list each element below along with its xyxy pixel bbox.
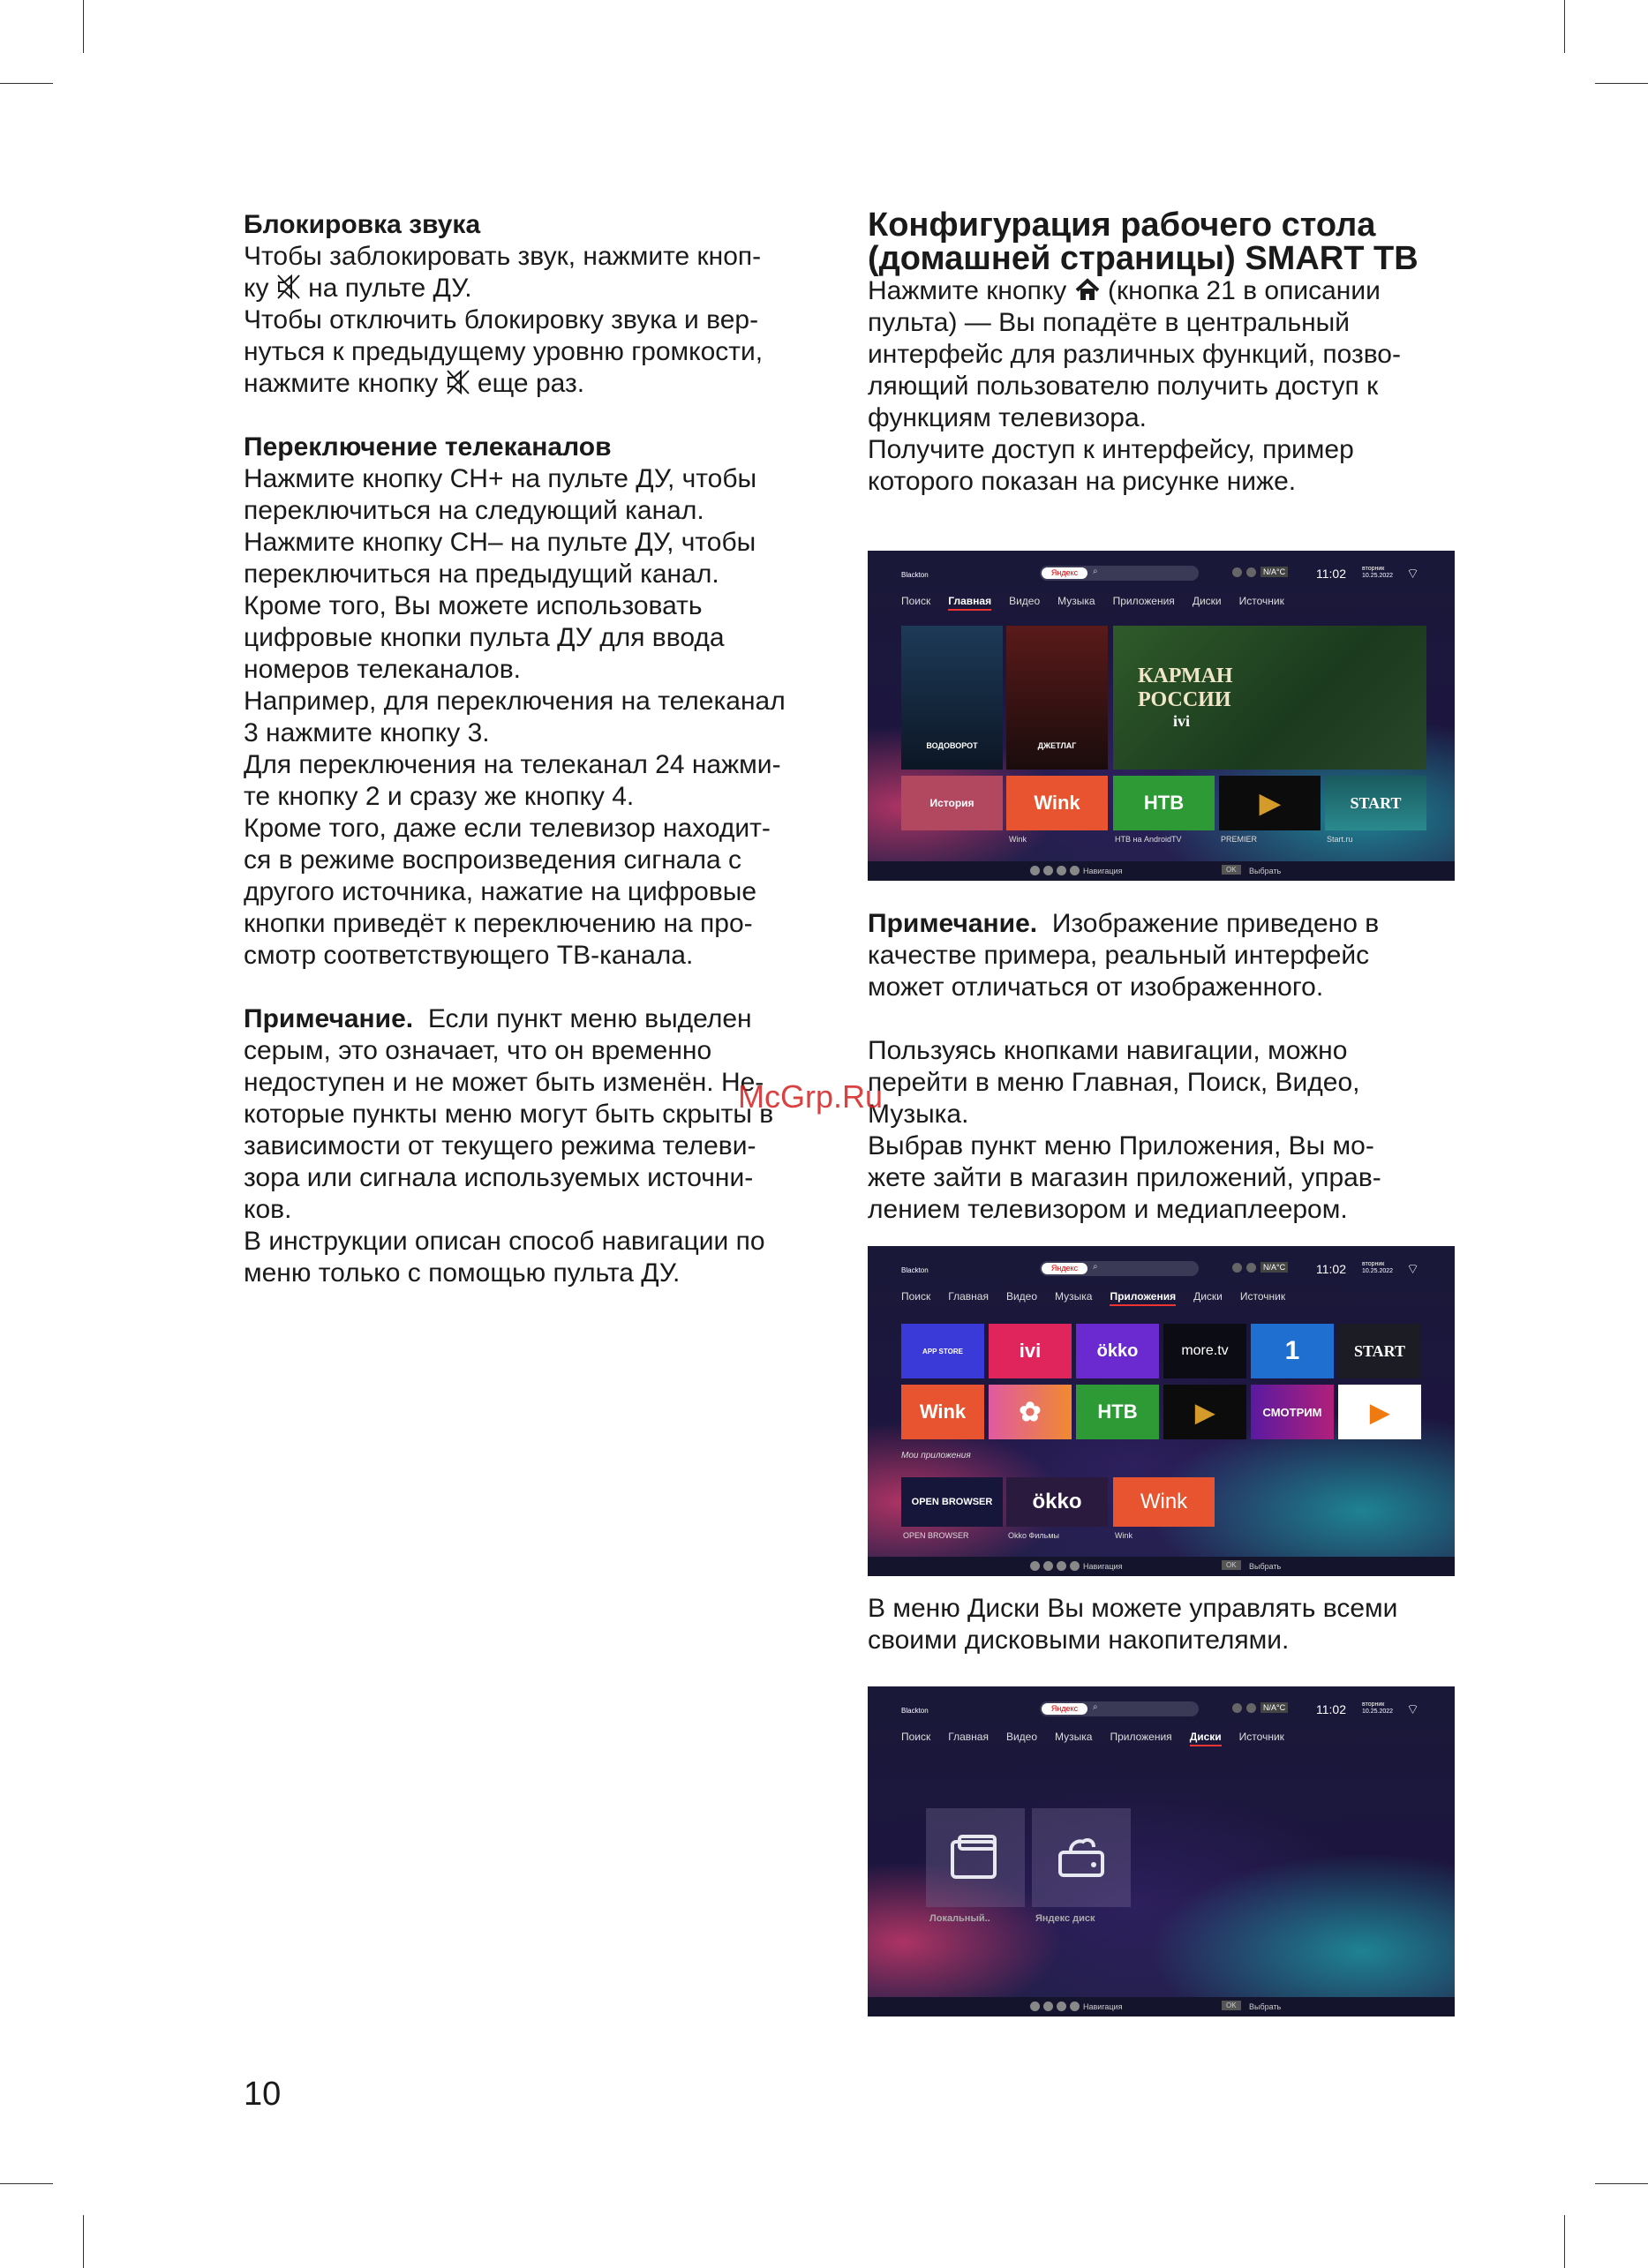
text-line: качестве примера, реальный интерфейс xyxy=(868,941,1370,970)
weather-readout: N/A°C xyxy=(1260,567,1288,577)
channel-heading: Переключение телеканалов xyxy=(244,432,612,462)
ok-badge: OK xyxy=(1222,865,1241,875)
wifi-icon: ⌔ xyxy=(1406,1702,1420,1717)
app-tile[interactable] xyxy=(1006,776,1108,830)
tv-date xyxy=(1362,1261,1393,1275)
text-line xyxy=(868,275,1468,307)
nav-hint xyxy=(1030,2001,1122,2011)
text-line: недоступен и не может быть изменён. Не- xyxy=(244,1068,764,1097)
tv-tab-source[interactable]: Источник xyxy=(1239,1290,1286,1303)
text-fragment: Изображение приведено в xyxy=(1051,909,1380,938)
app-label: СМОТРИМ xyxy=(1262,1405,1322,1419)
tv-brand: Blackton xyxy=(901,1266,929,1274)
text-line: ляющий пользователю получить доступ к xyxy=(868,372,1379,401)
tv-tab-music[interactable]: Музыка xyxy=(1057,595,1095,607)
ok-badge: OK xyxy=(1222,1560,1241,1570)
text-line: Кроме того, Вы можете использовать xyxy=(244,591,703,620)
text-line: Пользуясь кнопками навигации, можно xyxy=(868,1036,1348,1065)
play-icon: ▶ xyxy=(1259,788,1281,818)
tv-date-value: 10.25.2022 xyxy=(1362,573,1394,579)
disk-tile-local[interactable] xyxy=(926,1808,1025,1907)
app-label: APP STORE xyxy=(922,1347,963,1356)
search-icon: ⌕ xyxy=(1093,567,1098,576)
yandex-label: Яндекс xyxy=(1042,1703,1087,1715)
tv-tab-search[interactable]: Поиск xyxy=(901,1731,931,1743)
tv-day: вторник xyxy=(1362,566,1385,572)
cloud-drive-icon xyxy=(1053,1833,1110,1882)
app-label: START xyxy=(1353,1341,1406,1360)
text-fragment: Если пункт меню выделен xyxy=(427,1004,752,1033)
text-fragment: еще раз. xyxy=(477,369,585,398)
page-number: 10 xyxy=(244,2076,282,2113)
home-status-icon xyxy=(1232,1263,1242,1273)
note-label: Примечание. xyxy=(868,909,1038,938)
text-line: Нажмите кнопку CH– на пульте ДУ, чтобы xyxy=(244,528,756,557)
my-apps-label: Мои приложения xyxy=(901,1451,971,1461)
tv-day: вторник xyxy=(1362,1261,1385,1267)
disk-label: Локальный.. xyxy=(929,1913,990,1924)
text-line: Чтобы отключить блокировку звука и вер- xyxy=(244,305,759,334)
tv-tab-search[interactable]: Поиск xyxy=(901,595,931,607)
disk-label: Яндекс диск xyxy=(1035,1913,1095,1924)
tv-screenshot-disks xyxy=(868,1686,1455,2016)
text-line: переключиться на следующий канал. xyxy=(244,496,704,525)
tv-tab-home[interactable]: Главная xyxy=(948,595,991,611)
yandex-label: Яндекс xyxy=(1042,1263,1087,1274)
app-label: НТВ xyxy=(1097,1401,1138,1423)
tv-menu xyxy=(901,1731,1302,1746)
play-icon: ▶ xyxy=(1195,1398,1215,1426)
weather-readout: N/A°C xyxy=(1260,1702,1288,1713)
app-label: ökko xyxy=(1096,1341,1139,1361)
text-line: перейти в меню Главная, Поиск, Видео, xyxy=(868,1068,1360,1097)
search-icon: ⌕ xyxy=(1093,1702,1098,1712)
tv-date-value: 10.25.2022 xyxy=(1362,1268,1394,1274)
note-line xyxy=(868,908,1468,940)
app-tile[interactable] xyxy=(989,1385,1072,1439)
tv-brand: Blackton xyxy=(901,1707,929,1715)
text-fragment: ку xyxy=(244,274,269,303)
tv-status-icons xyxy=(1232,1262,1288,1273)
tv-bottom-bar xyxy=(868,1557,1455,1576)
channel-paragraph xyxy=(244,463,835,972)
text-line: переключиться на предыдущий канал. xyxy=(244,559,719,589)
select-label: Выбрать xyxy=(1249,1562,1282,1571)
right-disk-text xyxy=(868,1593,1468,1656)
tv-status-icons xyxy=(1232,567,1288,577)
text-line: смотр соответствующего ТВ-канала. xyxy=(244,941,694,970)
text-line: Нажмите кнопку CH+ на пульте ДУ, чтобы xyxy=(244,464,757,493)
wifi-icon: ⌔ xyxy=(1406,567,1420,582)
tv-tab-apps[interactable]: Приложения xyxy=(1110,1731,1172,1743)
arrow-right-icon xyxy=(1070,866,1080,875)
text-line: своими дисковыми накопителями. xyxy=(868,1626,1290,1655)
tv-tab-apps[interactable]: Приложения xyxy=(1110,1290,1176,1306)
app-tile[interactable] xyxy=(901,1324,984,1378)
text-line: которого показан на рисунке ниже. xyxy=(868,467,1297,496)
app-caption: Wink xyxy=(1009,835,1027,844)
tv-bottom-bar xyxy=(868,1997,1455,2016)
select-label: Выбрать xyxy=(1249,867,1282,875)
text-line: цифровые кнопки пульта ДУ для ввода xyxy=(244,623,725,652)
tv-tab-music[interactable]: Музыка xyxy=(1055,1290,1093,1303)
app-tile[interactable] xyxy=(1113,776,1215,830)
banner-tile[interactable] xyxy=(1113,626,1426,770)
mute-heading: Блокировка звука xyxy=(244,210,481,239)
arrow-up-icon xyxy=(1030,866,1040,875)
app-label: ivi xyxy=(1019,1340,1042,1362)
nav-hint xyxy=(1030,866,1122,875)
poster-tile[interactable] xyxy=(1006,626,1108,770)
arrow-left-icon xyxy=(1057,866,1066,875)
text-line: может отличаться от изображенного. xyxy=(868,973,1324,1002)
app-tile[interactable] xyxy=(1325,776,1426,830)
my-app-tile[interactable] xyxy=(901,1477,1003,1527)
text-line: ся в режиме воспроизведения сигнала с xyxy=(244,845,741,875)
tv-search-bar[interactable] xyxy=(1040,1701,1199,1716)
app-tile[interactable] xyxy=(1251,1324,1334,1378)
app-caption: PREMIER xyxy=(1221,835,1258,844)
tv-date xyxy=(1362,1701,1393,1716)
app-tile[interactable] xyxy=(1338,1385,1421,1439)
text-line: Получите доступ к интерфейсу, пример xyxy=(868,435,1354,464)
app-label: Wink xyxy=(1034,792,1080,814)
tv-tab-disks[interactable]: Диски xyxy=(1190,1731,1222,1746)
mute-icon xyxy=(276,274,301,300)
tv-screenshot-home xyxy=(868,551,1455,881)
text-line: функциям телевизора. xyxy=(868,403,1147,432)
app-tile[interactable] xyxy=(1076,1385,1159,1439)
select-label: Выбрать xyxy=(1249,2002,1282,2011)
tv-tab-video[interactable]: Видео xyxy=(1005,1731,1038,1743)
my-app-tile[interactable] xyxy=(1113,1477,1215,1527)
app-tile[interactable] xyxy=(1251,1385,1334,1439)
app-tile[interactable] xyxy=(1076,1324,1159,1378)
tv-bottom-bar xyxy=(868,861,1455,881)
search-icon: ⌕ xyxy=(1093,1262,1098,1272)
tv-tab-search[interactable]: Поиск xyxy=(901,1290,931,1303)
left-column xyxy=(244,209,835,1289)
arrow-down-icon xyxy=(1043,866,1053,875)
text-line: пульта) — Вы попадёте в центральный xyxy=(868,308,1351,337)
app-caption: Wink xyxy=(1115,1531,1133,1540)
note-label: Примечание. xyxy=(244,1004,414,1033)
text-line: В инструкции описан способ навигации по xyxy=(244,1227,765,1256)
disk-tile-yandex[interactable] xyxy=(1032,1808,1131,1907)
tv-clock: 11:02 xyxy=(1316,1702,1346,1716)
text-line: серым, это означает, что он временно xyxy=(244,1036,712,1065)
app-label: more.tv xyxy=(1181,1343,1229,1358)
text-line: кнопки приведёт к переключению на про- xyxy=(244,909,753,938)
tv-top-bar xyxy=(868,1686,1455,1732)
poster-tile[interactable] xyxy=(901,626,1003,770)
play-icon: ▶ xyxy=(1370,1398,1389,1426)
crop-mark xyxy=(0,2183,53,2184)
text-line: Музыка. xyxy=(868,1100,969,1129)
tv-menu xyxy=(901,595,1302,611)
app-tile[interactable] xyxy=(1163,1324,1246,1378)
right-note-block xyxy=(868,908,1468,1226)
tv-tab-source[interactable]: Источник xyxy=(1238,595,1284,607)
folder-icon xyxy=(947,1833,1004,1882)
text-line: те кнопку 2 и сразу же кнопку 4. xyxy=(244,782,635,811)
tv-tab-video[interactable]: Видео xyxy=(1005,1290,1038,1303)
settings-status-icon xyxy=(1246,1263,1256,1273)
nav-label: Навигация xyxy=(1083,866,1123,875)
app-caption: Start.ru xyxy=(1327,835,1353,844)
my-app-tile[interactable] xyxy=(1006,1477,1108,1527)
title-line: Конфигурация рабочего стола xyxy=(868,207,1376,244)
crop-mark xyxy=(83,0,84,53)
tv-tab-music[interactable]: Музыка xyxy=(1055,1731,1093,1743)
home-icon xyxy=(1074,278,1101,303)
settings-status-icon xyxy=(1246,567,1256,577)
text-line: Чтобы заблокировать звук, нажмите кноп- xyxy=(244,242,762,271)
tv-status-icons xyxy=(1232,1702,1288,1713)
tv-brand: Blackton xyxy=(901,571,929,579)
arrow-right-icon xyxy=(1070,2001,1080,2011)
app-label: START xyxy=(1350,793,1402,812)
poster-title: ВОДОВОРОТ xyxy=(926,741,978,750)
home-status-icon xyxy=(1232,567,1242,577)
app-label: ökko xyxy=(1032,1490,1082,1513)
text-line: Например, для переключения на телеканал xyxy=(244,687,786,716)
section-title xyxy=(868,208,1468,275)
tv-tab-disks[interactable]: Диски xyxy=(1192,595,1222,607)
text-fragment: нажмите кнопку xyxy=(244,369,439,398)
yandex-label: Яндекс xyxy=(1042,567,1087,579)
text-line: ков. xyxy=(244,1195,292,1224)
app-tile[interactable] xyxy=(1219,776,1321,830)
app-caption: OPEN BROWSER xyxy=(903,1531,969,1540)
arrow-up-icon xyxy=(1030,1561,1040,1571)
tv-top-bar xyxy=(868,1246,1455,1292)
crop-mark xyxy=(1595,2183,1648,2184)
text-fragment: (кнопка 21 в описании xyxy=(1108,276,1381,305)
tv-tab-source[interactable]: Источник xyxy=(1238,1731,1284,1743)
right-title-block xyxy=(868,208,1468,498)
app-tile[interactable] xyxy=(989,1324,1072,1378)
text-line: которые пункты меню могут быть скрыты в xyxy=(244,1100,774,1129)
app-caption: Okko Фильмы xyxy=(1008,1531,1059,1540)
text-line: Кроме того, даже если телевизор находит- xyxy=(244,814,771,843)
tv-screenshot-apps xyxy=(868,1246,1455,1576)
text-line: номеров телеканалов. xyxy=(244,655,522,684)
tv-search-bar[interactable] xyxy=(1040,566,1199,581)
banner-title: РОССИИ xyxy=(1138,688,1231,711)
app-label: ✿ xyxy=(1019,1397,1042,1427)
title-line: (домашней страницы) SMART TB xyxy=(868,240,1418,277)
arrow-left-icon xyxy=(1057,2001,1066,2011)
text-line: зора или сигнала используемых источни- xyxy=(244,1163,754,1192)
crop-mark xyxy=(1595,83,1648,84)
app-label: 1 xyxy=(1284,1336,1300,1365)
tv-clock: 11:02 xyxy=(1316,1262,1346,1276)
mute-icon xyxy=(446,369,470,395)
text-line: зависимости от текущего режима телеви- xyxy=(244,1131,756,1160)
tv-tab-home[interactable]: Главная xyxy=(948,1731,989,1743)
app-tile[interactable] xyxy=(1338,1324,1421,1378)
text-line: В меню Диски Вы можете управлять всеми xyxy=(868,1594,1398,1623)
text-line xyxy=(244,273,835,304)
text-line: другого источника, нажатие на цифровые xyxy=(244,877,757,906)
app-tile[interactable] xyxy=(901,1385,984,1439)
text-line: 3 нажмите кнопку 3. xyxy=(244,718,490,747)
text-line xyxy=(244,368,835,400)
text-fragment: Нажмите кнопку xyxy=(868,276,1067,305)
wifi-icon: ⌔ xyxy=(1406,1262,1420,1277)
text-line: лением телевизором и медиаплеером. xyxy=(868,1195,1348,1224)
nav-label: Навигация xyxy=(1083,1561,1123,1571)
banner-title: КАРМАН xyxy=(1138,665,1233,687)
ok-badge: OK xyxy=(1222,2001,1241,2010)
tv-tab-video[interactable]: Видео xyxy=(1009,595,1041,607)
arrow-right-icon xyxy=(1070,1561,1080,1571)
crop-mark xyxy=(0,83,53,84)
ivi-logo: ivi xyxy=(1173,712,1191,730)
tv-tab-disks[interactable]: Диски xyxy=(1193,1290,1223,1303)
arrow-left-icon xyxy=(1057,1561,1066,1571)
nav-label: Навигация xyxy=(1083,2001,1123,2011)
crop-mark xyxy=(1564,0,1565,53)
tv-top-bar xyxy=(868,551,1455,597)
watermark: McGrp.Ru xyxy=(738,1078,884,1115)
app-label: OPEN BROWSER xyxy=(911,1497,993,1507)
text-line: меню только с помощью пульта ДУ. xyxy=(244,1258,681,1288)
text-fragment: на пульте ДУ. xyxy=(308,274,472,303)
arrow-down-icon xyxy=(1043,1561,1053,1571)
tv-search-bar[interactable] xyxy=(1040,1261,1199,1276)
app-tile[interactable] xyxy=(901,776,1003,830)
app-label: Wink xyxy=(1140,1490,1188,1513)
note-line xyxy=(244,1003,835,1035)
text-line: жете зайти в магазин приложений, управ- xyxy=(868,1163,1381,1192)
settings-status-icon xyxy=(1246,1703,1256,1713)
app-label: Wink xyxy=(919,1401,967,1423)
tv-tab-apps[interactable]: Приложения xyxy=(1112,595,1175,607)
app-label: НТВ xyxy=(1143,792,1185,814)
text-line: Выбрав пункт меню Приложения, Вы мо- xyxy=(868,1131,1374,1160)
arrow-up-icon xyxy=(1030,2001,1040,2011)
tv-clock: 11:02 xyxy=(1316,567,1346,581)
app-tile[interactable] xyxy=(1163,1385,1246,1439)
arrow-down-icon xyxy=(1043,2001,1053,2011)
text-line: интерфейс для различных функций, позво- xyxy=(868,340,1401,369)
text-line: Для переключения на телеканал 24 нажми- xyxy=(244,750,781,779)
crop-mark xyxy=(1564,2215,1565,2268)
tv-tab-home[interactable]: Главная xyxy=(948,1290,989,1303)
app-label: История xyxy=(929,797,975,809)
weather-readout: N/A°C xyxy=(1260,1262,1288,1273)
app-caption: НТВ на AndroidTV xyxy=(1115,835,1182,844)
tv-date-value: 10.25.2022 xyxy=(1362,1709,1394,1715)
tv-day: вторник xyxy=(1362,1701,1385,1708)
tv-date xyxy=(1362,566,1393,580)
nav-hint xyxy=(1030,1561,1122,1571)
poster-title: ДЖЕТЛАГ xyxy=(1037,741,1077,750)
text-line: нуться к предыдущему уровню громкости, xyxy=(244,337,764,366)
tv-menu xyxy=(901,1290,1303,1306)
crop-mark xyxy=(83,2215,84,2268)
home-status-icon xyxy=(1232,1703,1242,1713)
